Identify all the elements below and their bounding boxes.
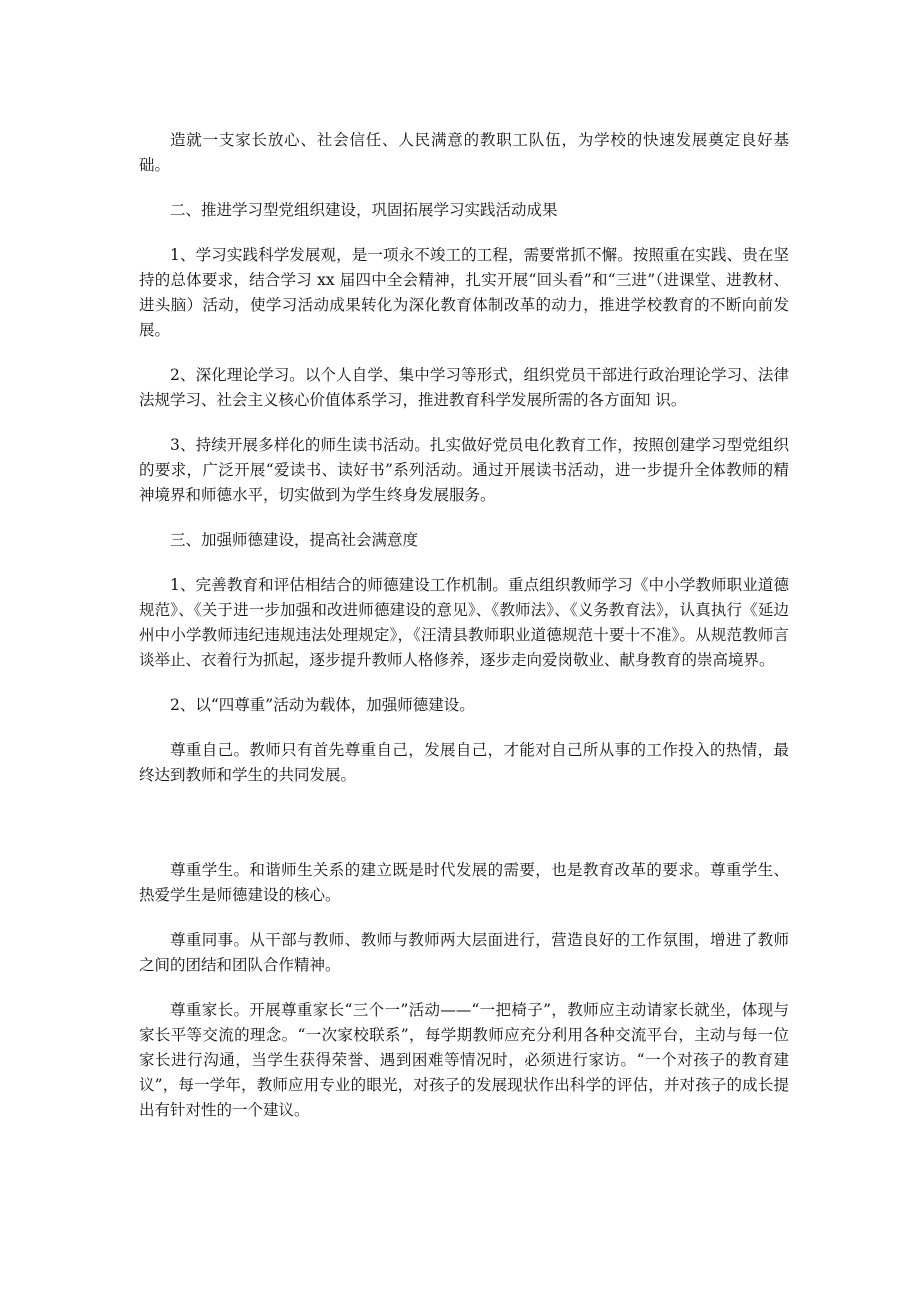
paragraph-intro: 造就一支家长放心、社会信任、人民满意的教职工队伍，为学校的快速发展奠定良好基础。: [139, 131, 789, 174]
paragraph-2-3: 3、持续开展多样化的师生读书活动。扎实做好党员电化教育工作，按照创建学习型党组织的要求，广泛开展“爱读书、读好书”系列活动。通过开展读书活动，进一步提升全体教师的精神境界和师德水平，切实做到为学生终身发展服务。: [139, 436, 789, 504]
paragraph-respect-students: 尊重学生。和谐师生关系的建立既是时代发展的需要，也是教育改革的要求。尊重学生、热爱学生是师德建设的核心。: [139, 861, 789, 904]
paragraph-respect-self: 尊重自己。教师只有首先尊重自己，发展自己，才能对自己所从事的工作投入的热情，最终达到教师和学生的共同发展。: [139, 741, 789, 784]
paragraph-respect-parents: 尊重家长。开展尊重家长“三个一”活动——“一把椅子”，教师应主动请家长就坐，体现与家长平等交流的理念。“一次家校联系”，每学期教师应充分利用各种交流平台，主动与每一位家长进行沟通，当学生获得荣誉、遇到困难等情况时，必须进行家访。“一个对孩子的教育建议”，每一学年，教师应用专业的眼光，对孩子的发展现状作出科学的评估，并对孩子的成长提出有针对性的一个建议。: [139, 1001, 789, 1119]
paragraph-respect-colleagues: 尊重同事。从干部与教师、教师与教师两大层面进行，营造良好的工作氛围，增进了教师之间的团结和团队合作精神。: [139, 931, 789, 974]
paragraph-2-1: 1、学习实践科学发展观，是一项永不竣工的工程，需要常抓不懈。按照重在实践、贵在坚持的总体要求，结合学习 xx 届四中全会精神，扎实开展“回头看”和“三进”（进课堂、进教材、进头脑）活动，使学习活动成果转化为深化教育体制改革的动力，推进学校教育的不断向前发展。: [139, 246, 789, 339]
section-heading-3: 三、加强师德建设，提高社会满意度: [170, 531, 419, 549]
document-page: [139, 128, 789, 1123]
paragraph-3-2: 2、以“四尊重”活动为载体，加强师德建设。: [170, 696, 475, 714]
section-heading-2: 二、推进学习型党组织建设，巩固拓展学习实践活动成果: [170, 201, 558, 219]
paragraph-2-2: 2、深化理论学习。以个人自学、集中学习等形式，组织党员干部进行政治理论学习、法律法规学习、社会主义核心价值体系学习，推进教育科学发展所需的各方面知 识。: [139, 366, 789, 409]
paragraph-3-1: 1、完善教育和评估相结合的师德建设工作机制。重点组织教师学习《中小学教师职业道德规范》、《关于进一步加强和改进师德建设的意见》、《教师法》、《义务教育法》，认真执行《延边州中小学教师违纪违规违法处理规定》，《汪清县教师职业道德规范十要十不准》。从规范教师言谈举止、衣着行为抓起，逐步提升教师人格修养，逐步走向爱岗敬业、献身教育的崇高境界。: [139, 576, 789, 669]
